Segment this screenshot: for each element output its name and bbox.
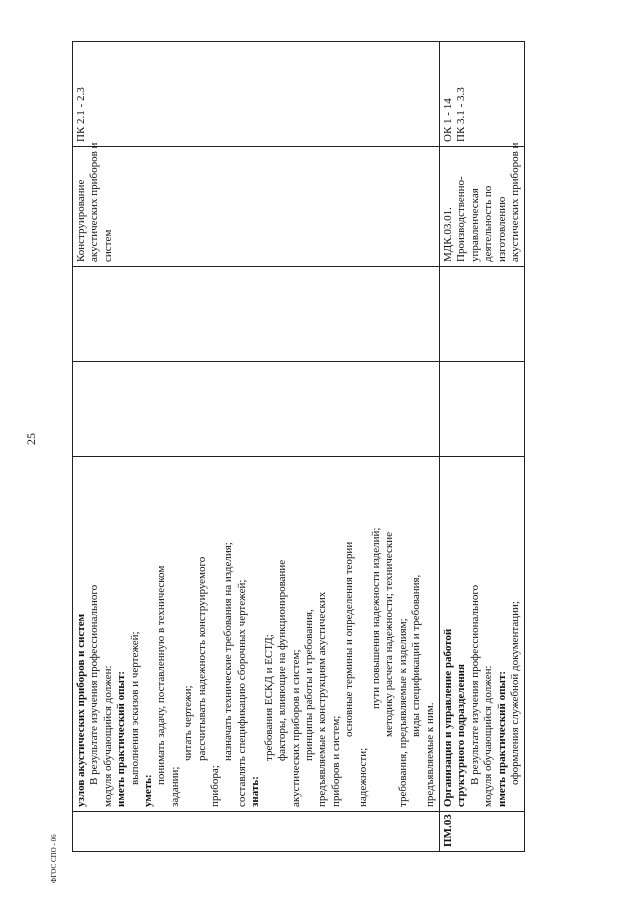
content-line: надежности; — [356, 747, 369, 807]
mdk-line: изготовлению — [495, 196, 508, 262]
content-line: акустических приборов и систем; — [289, 649, 302, 807]
module-code: ПМ.03 — [441, 814, 454, 847]
hours-cell — [439, 267, 524, 362]
curriculum-table — [72, 41, 525, 852]
content-line: требования, предъявляемые к изделиям; — [396, 618, 409, 807]
content-line: предъявляемые к ним. — [423, 702, 436, 807]
content-line: составлять спецификацию сборочных чертежей; — [235, 579, 248, 807]
mdk-line: деятельность по — [482, 185, 495, 262]
content-line: пути повышения надежности изделий; — [369, 527, 382, 709]
page-number: 25 — [24, 433, 38, 445]
content-line: прибора; — [209, 765, 222, 807]
content-line: иметь практический опыт: — [115, 670, 128, 807]
mdk-line: акустических приборов и — [88, 142, 101, 262]
hours-cell — [73, 362, 440, 457]
mdk-line: акустических приборов и — [509, 142, 521, 262]
content-line: структурного подразделения — [455, 664, 468, 807]
content-line: модуля обучающийся должен: — [101, 665, 114, 807]
content-line: методику расчета надежности; технические — [383, 531, 396, 737]
content-line: оформления служебной документации; — [509, 601, 521, 785]
content-line: основные термины и определения теории — [343, 541, 356, 737]
content-line: приборов и систем; — [329, 715, 342, 807]
content-cell — [73, 457, 440, 812]
mdk-line: Производственно- — [455, 176, 468, 262]
content-line: понимать задачу, поставленную в техническом — [155, 565, 168, 785]
content-line: назначать технические требования на изделия; — [222, 542, 235, 761]
content-line: требования ЕСКД и ЕСТД; — [262, 634, 275, 761]
content-line: читать чертежи; — [182, 685, 195, 761]
content-line: выполнения эскизов и чертежей; — [128, 631, 141, 785]
content-line: иметь практический опыт: — [495, 670, 508, 807]
content-line: задании; — [168, 766, 181, 807]
content-line: модуля обучающийся должен: — [482, 665, 495, 807]
content-line: узлов акустических приборов и систем — [75, 613, 87, 807]
content-line: предъявляемые к конструкциям акустических — [316, 591, 329, 807]
mdk-cell — [439, 142, 524, 267]
mdk-line: МДК.03.01. — [441, 207, 454, 262]
content-line: В результате изучения профессионального — [468, 584, 481, 785]
content-line: факторы, влияющие на функционирование — [276, 559, 289, 761]
table-row — [439, 42, 524, 852]
footer-text: ФГОС СПО - 06 — [50, 834, 58, 883]
content-line: уметь: — [142, 774, 155, 807]
competency-cell — [439, 42, 524, 147]
competency-code: ПК 2.1 - 2.3 — [75, 87, 87, 142]
mdk-line: Конструирование — [75, 179, 87, 262]
content-line: знать: — [249, 776, 262, 807]
content-line: принципы работы и требования, — [302, 609, 315, 761]
module-code-cell — [439, 812, 524, 852]
rotated-page — [72, 42, 521, 852]
content-line: Организация и управление работой — [441, 628, 454, 807]
content-line: В результате изучения профессионального — [88, 584, 101, 785]
mdk-line: управленческая — [468, 188, 481, 262]
content-line: виды спецификаций и требования, — [410, 574, 423, 737]
hours-cell — [73, 267, 440, 362]
mdk-cell — [73, 142, 440, 267]
hours-cell — [439, 362, 524, 457]
competency-code: ПК 3.1 - 3.3 — [455, 87, 468, 142]
mdk-line: систем — [101, 229, 114, 262]
content-cell — [439, 457, 524, 812]
competency-code: ОК 1 - 14 — [441, 98, 454, 142]
table-row — [73, 42, 440, 852]
content-line: рассчитывать надежность конструируемого — [195, 556, 208, 761]
module-code-cell — [73, 812, 440, 852]
competency-cell — [73, 42, 440, 147]
